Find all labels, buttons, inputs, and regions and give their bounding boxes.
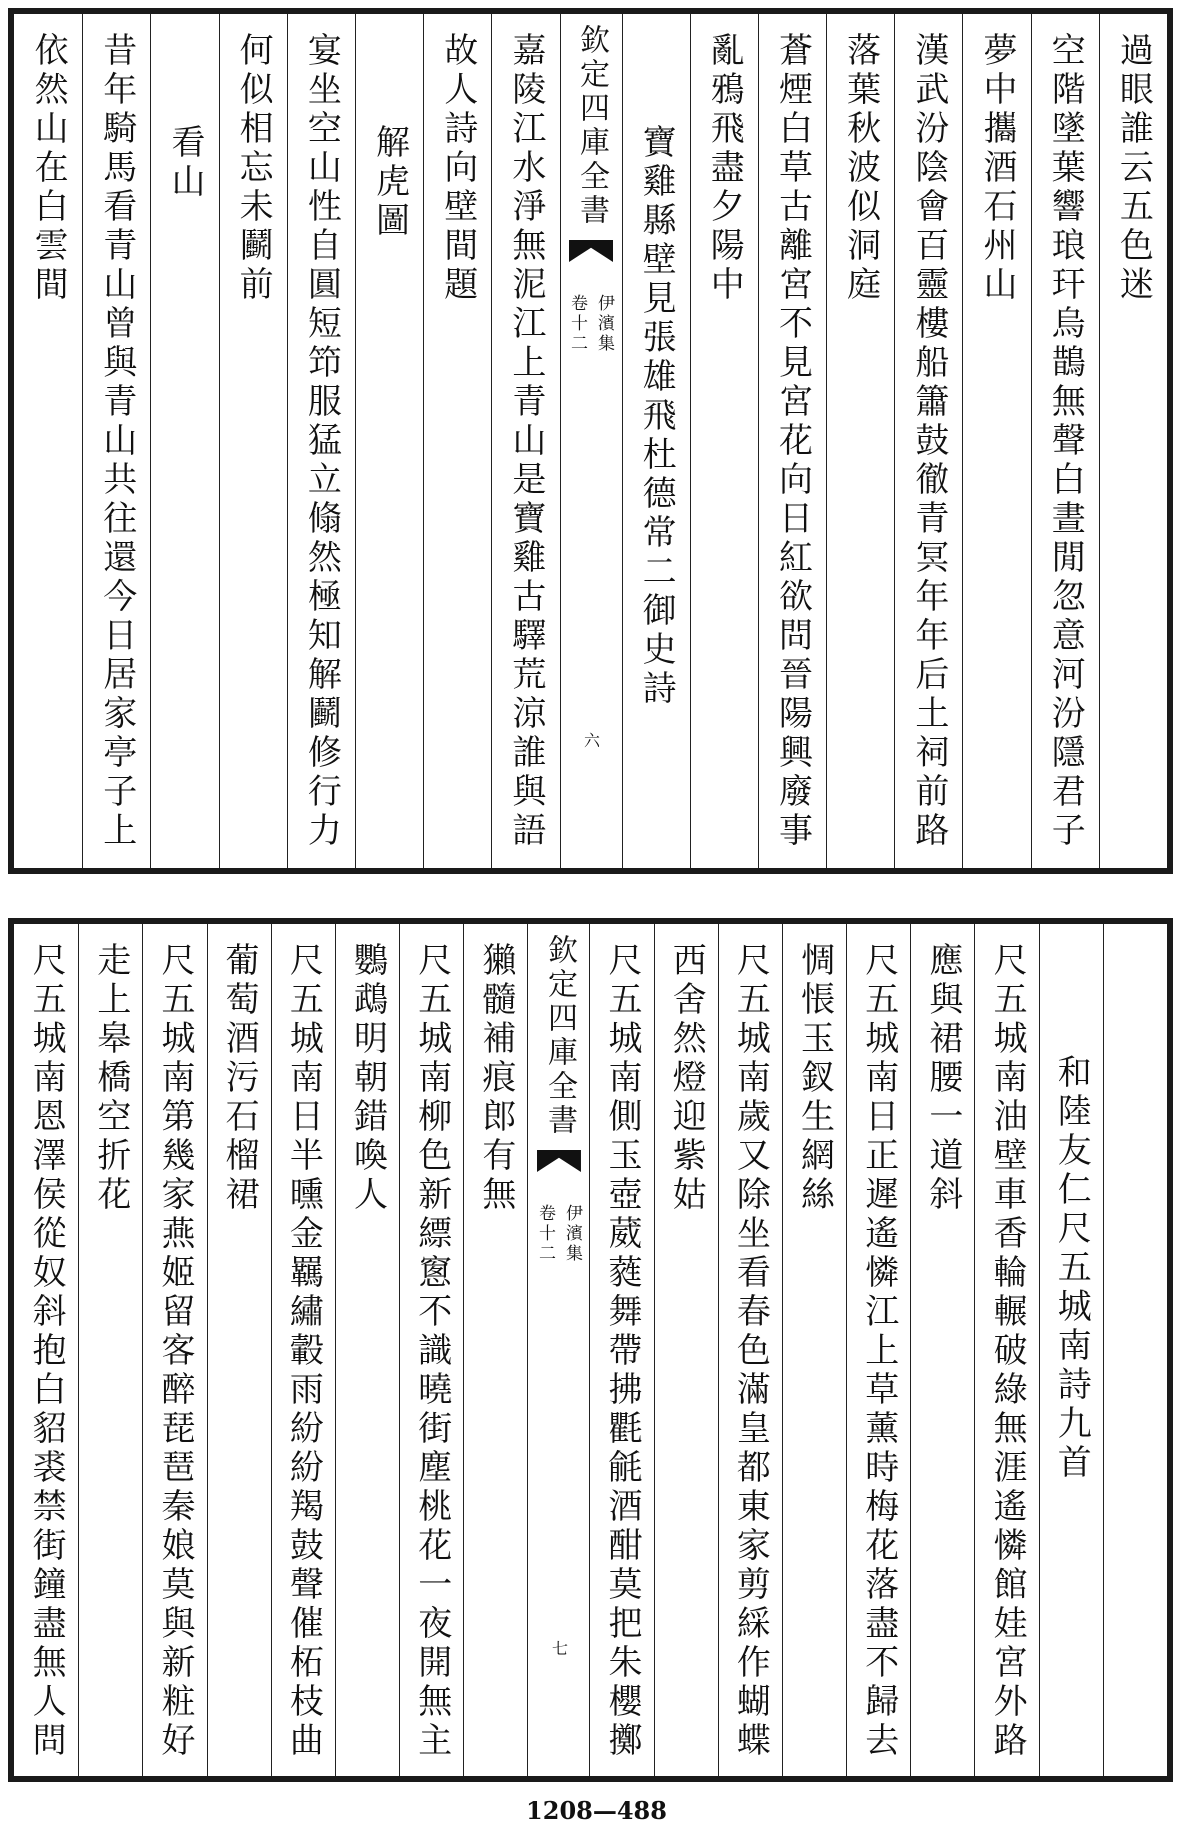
bottom-page [8,918,1173,1782]
text-column [335,924,399,1776]
column-text: 尺五城南側玉壺葳蕤舞帶拂氍毹酒酣莫把朱櫻擲 [602,942,643,1761]
column-text: 尺五城南柳色新縹窻不識曉街塵桃花一夜開無主 [411,942,452,1761]
text-column [718,924,782,1776]
text-column [207,924,271,1776]
column-text: 尺五城南日半曛金羈繡轂雨紛紛羯鼓聲催柘枝曲 [283,942,324,1761]
column-text: 解虎圖 [369,124,410,241]
top-page-columns [14,14,1167,868]
column-text: 獺髓補痕郎有無 [475,942,516,1215]
book-title: 欽定四庫全書 [541,934,577,1138]
text-column [463,924,527,1776]
text-column [962,14,1030,868]
text-column [690,14,758,868]
column-text: 應與裙腰一道斜 [922,942,963,1215]
column-text: 宴坐空山性自圓短笻服猛立翛然極知解鬬修行力 [301,32,342,851]
text-column [1031,14,1099,868]
text-column [78,924,142,1776]
text-column [1039,924,1103,1776]
center-fold-column [527,924,589,1776]
column-text: 昔年騎馬看青山曾與青山共往還今日居家亭子上 [96,32,137,851]
column-text: 葡萄酒污石榴裙 [219,942,260,1215]
text-column [355,14,423,868]
center-fold-column [560,14,622,868]
text-column [974,924,1038,1776]
column-text: 故人詩向壁間題 [437,32,478,305]
volume-volume-line2: 卷十二 [534,1204,555,1264]
top-page [8,8,1173,874]
text-column [142,924,206,1776]
text-column [271,924,335,1776]
column-text: 尺五城南油壁車香輪輾破綠無涯遙憐館娃宮外路 [987,942,1028,1761]
text-column [1099,14,1167,868]
column-text: 落葉秋波似洞庭 [840,32,881,305]
text-column [150,14,218,868]
volume-label [533,1204,585,1264]
book-title: 欽定四庫全書 [574,24,609,228]
column-text: 尺五城南日正遲遙憐江上草薰時梅花落盡不歸去 [858,942,899,1761]
folio-number: 七 [549,1640,569,1656]
column-text: 亂鴉飛盡夕陽中 [704,32,745,305]
column-text: 何似相忘未鬬前 [233,32,274,305]
volume-volume-line1: 伊濱集 [561,1204,582,1264]
text-column [826,14,894,868]
text-column [782,924,846,1776]
column-text: 鸚鵡明朝錯喚人 [347,942,388,1215]
column-text: 尺五城南第幾家燕姬留客醉琵琶秦娘莫與新粧好 [155,942,195,1761]
text-column [758,14,826,868]
column-text: 看山 [164,124,205,202]
column-text: 和陸友仁尺五城南詩九首 [1051,1054,1092,1483]
text-column [654,924,718,1776]
column-text: 空階墜葉響琅玕烏鵲無聲白晝閒忽意河汾隱君子 [1045,32,1086,851]
column-text: 尺五城南歲又除坐看春色滿皇都東家剪綵作蝴蝶 [730,942,771,1761]
column-text: 依然山在白雲間 [28,32,69,305]
text-column [399,924,463,1776]
column-text: 惆悵玉釵生網絲 [794,942,835,1215]
volume-volume-line2: 卷十二 [567,294,587,354]
column-text: 西舍然燈迎紫姑 [666,942,707,1215]
column-text: 走上皋橋空折花 [90,942,131,1215]
bottom-page-columns [14,924,1167,1776]
column-text: 漢武汾陰會百靈樓船簫鼓徹青冥年年后土祠前路 [908,32,949,851]
text-column [622,14,690,868]
text-column [846,924,910,1776]
folio-number: 六 [581,732,601,748]
volume-volume-line1: 伊濱集 [594,294,614,354]
text-column [894,14,962,868]
column-text: 寶雞縣壁見張雄飛杜德常二御史詩 [636,124,677,709]
column-text: 蒼煙白草古離宮不見宮花向日紅欲問晉陽興廢事 [772,32,813,851]
text-column [589,924,653,1776]
column-text: 嘉陵江水淨無泥江上青山是寶雞古驛荒涼誰與語 [505,32,546,851]
text-column [14,924,78,1776]
page-code: 1208—488 [526,1796,667,1825]
text-column [82,14,150,868]
column-text: 過眼誰云五色迷 [1113,32,1154,305]
fish-tail-mark [537,1150,581,1172]
column-text: 尺五城南恩澤侯從奴斜抱白貂裘禁街鐘盡無人問 [26,942,67,1761]
fish-tail-mark [569,240,613,262]
text-column [491,14,559,868]
column-text: 夢中攜酒石州山 [977,32,1018,305]
text-column [1103,924,1167,1776]
text-column [910,924,974,1776]
volume-label [565,294,617,354]
text-column [423,14,491,868]
text-column [14,14,82,868]
text-column [287,14,355,868]
text-column [219,14,287,868]
